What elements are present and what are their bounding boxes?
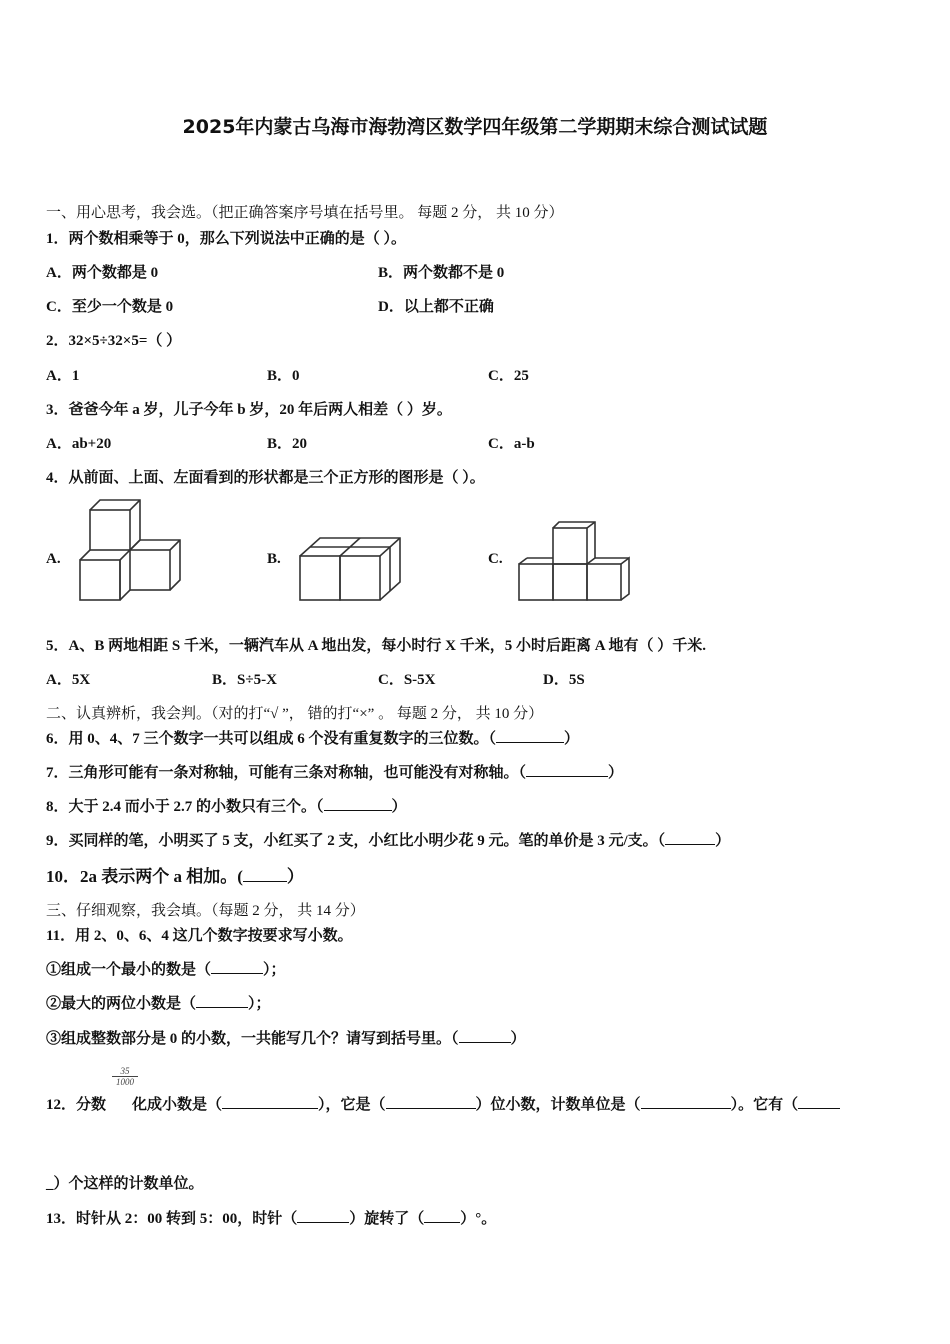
q13 bbox=[46, 1207, 496, 1228]
q4-option-b: B. bbox=[267, 551, 281, 567]
q11-sub2-blank[interactable] bbox=[196, 1006, 248, 1008]
q2-option-c: C．25 bbox=[488, 368, 529, 384]
q10-answer-blank[interactable] bbox=[243, 880, 287, 882]
q7-text: 7．三角形可能有一条对称轴，可能有三条对称轴，也可能没有对称轴。（ bbox=[46, 765, 527, 781]
q13-text-1: 13．时针从 2：00 转到 5：00，时针（ bbox=[46, 1211, 298, 1227]
q12-continued bbox=[46, 1172, 204, 1193]
q11-sub1-text: ①组成一个最小的数是（ bbox=[46, 962, 212, 978]
q1-option-c: C．至少一个数是 0 bbox=[46, 299, 174, 315]
q4-option-c: C. bbox=[488, 551, 503, 567]
q6 bbox=[46, 727, 579, 748]
q11-sub3-text: ③组成整数部分是 0 的小数，一共能写几个？请写到括号里。（ bbox=[46, 1031, 459, 1047]
q11-sub3-blank[interactable] bbox=[459, 1041, 511, 1043]
q9-text: 9．买同样的笔，小明买了 5 支，小红买了 2 支，小红比小明少花 9 元。笔的单价是 3 元/支。（ bbox=[46, 833, 666, 849]
q11-sub2 bbox=[46, 992, 271, 1013]
q5-stem: 5．A、B 两地相距 S 千米，一辆汽车从 A 地出发，每小时行 X 千米，5 小时后距离 A 地有（ ）千米. bbox=[46, 638, 707, 654]
q12-blank-1[interactable] bbox=[222, 1107, 318, 1109]
q6-text: 6．用 0、4、7 三个数字一共可以组成 6 个没有重复数字的三位数。（ bbox=[46, 731, 497, 747]
q8-close: ） bbox=[391, 799, 407, 815]
q4-figure-a bbox=[76, 496, 186, 606]
q3-option-c: C．a-b bbox=[488, 436, 535, 452]
q11-sub1-blank[interactable] bbox=[211, 972, 263, 974]
section-2-heading: 二、认真辨析，我会判。（对的打“√ ”， 错的打“×” 。 每题 2 分， 共 10 分） bbox=[46, 706, 544, 722]
page-title: 2025年内蒙古乌海市海勃湾区数学四年级第二学期期末综合测试试题 bbox=[182, 116, 768, 138]
q8 bbox=[46, 795, 407, 816]
q1-option-d: D．以上都不正确 bbox=[378, 299, 494, 315]
q12-fraction-numerator: 35 bbox=[120, 1066, 130, 1076]
q11-stem: 11．用 2、0、6、4 这几个数字按要求写小数。 bbox=[46, 928, 353, 944]
q12-fraction bbox=[112, 1066, 138, 1087]
q5-option-c: C．S-5X bbox=[378, 672, 436, 688]
q3-option-a: A．ab+20 bbox=[46, 436, 112, 452]
q13-blank-2[interactable] bbox=[424, 1221, 460, 1223]
q10-text: 10．2a 表示两个 a 相加。( bbox=[46, 867, 243, 886]
q1-option-a: A．两个数都是 0 bbox=[46, 265, 159, 281]
q11-sub3 bbox=[46, 1027, 526, 1048]
q8-text: 8．大于 2.4 而小于 2.7 的小数只有三个。（ bbox=[46, 799, 324, 815]
q13-text-2: ）旋转了（ bbox=[349, 1211, 425, 1227]
q4-stem: 4．从前面、上面、左面看到的形状都是三个正方形的图形是（ ）。 bbox=[46, 470, 485, 486]
q7-answer-blank[interactable] bbox=[526, 775, 608, 777]
q13-blank-1[interactable] bbox=[297, 1221, 349, 1223]
q11-sub2-text: ②最大的两位小数是（ bbox=[46, 996, 197, 1012]
q12-cont-text: ）个这样的计数单位。 bbox=[53, 1176, 204, 1192]
q1-stem: 1．两个数相乘等于 0，那么下列说法中正确的是（ ）。 bbox=[46, 231, 407, 247]
q5-option-b: B．S÷5-X bbox=[212, 672, 277, 688]
q12 bbox=[46, 1093, 840, 1114]
q2-option-b: B．0 bbox=[267, 368, 300, 384]
q12-blank-2[interactable] bbox=[386, 1107, 476, 1109]
q6-answer-blank[interactable] bbox=[496, 741, 564, 743]
q4-option-a: A. bbox=[46, 551, 61, 567]
q2-stem: 2．32×5÷32×5=（ ） bbox=[46, 333, 182, 349]
q7-close: ） bbox=[608, 765, 624, 781]
q11-sub1 bbox=[46, 958, 286, 979]
q12-cont-blank[interactable]: _ bbox=[46, 1176, 54, 1192]
q2-option-a: A．1 bbox=[46, 368, 80, 384]
section-1-heading: 一、用心思考，我会选。（把正确答案序号填在括号里。 每题 2 分， 共 10 分） bbox=[46, 205, 564, 221]
q4-figure-c bbox=[515, 518, 637, 606]
q12-text-3: ），它是（ bbox=[318, 1097, 386, 1113]
q12-fraction-denominator: 1000 bbox=[112, 1076, 138, 1087]
q12-text-2: 化成小数是（ bbox=[132, 1097, 223, 1113]
q7 bbox=[46, 761, 623, 782]
q9 bbox=[46, 829, 730, 850]
q13-text-3: ）°。 bbox=[460, 1211, 497, 1227]
q3-option-b: B．20 bbox=[267, 436, 308, 452]
q11-sub1-end: ）； bbox=[263, 962, 286, 978]
q12-blank-3[interactable] bbox=[641, 1107, 731, 1109]
q10-close: ） bbox=[286, 867, 304, 886]
q12-text-1: 12．分数 bbox=[46, 1097, 107, 1113]
q12-text-4: ）位小数，计数单位是（ bbox=[475, 1097, 641, 1113]
q12-text-5: ）。它有（ bbox=[730, 1097, 799, 1113]
q9-answer-blank[interactable] bbox=[665, 843, 715, 845]
q6-close: ） bbox=[564, 731, 580, 747]
q8-answer-blank[interactable] bbox=[324, 809, 392, 811]
section-3-heading: 三、仔细观察，我会填。（每题 2 分， 共 14 分） bbox=[46, 903, 365, 919]
q12-blank-4[interactable] bbox=[798, 1107, 840, 1109]
q1-option-b: B．两个数都不是 0 bbox=[378, 265, 505, 281]
q11-sub3-close: ） bbox=[510, 1031, 526, 1047]
q10 bbox=[46, 862, 304, 887]
q5-option-a: A．5X bbox=[46, 672, 91, 688]
q4-figure-b bbox=[296, 532, 406, 606]
q3-stem: 3．爸爸今年 a 岁，儿子今年 b 岁，20 年后两人相差（ ）岁。 bbox=[46, 402, 452, 418]
q9-close: ） bbox=[715, 833, 731, 849]
q5-option-d: D．5S bbox=[543, 672, 585, 688]
q11-sub2-end: ）； bbox=[248, 996, 271, 1012]
